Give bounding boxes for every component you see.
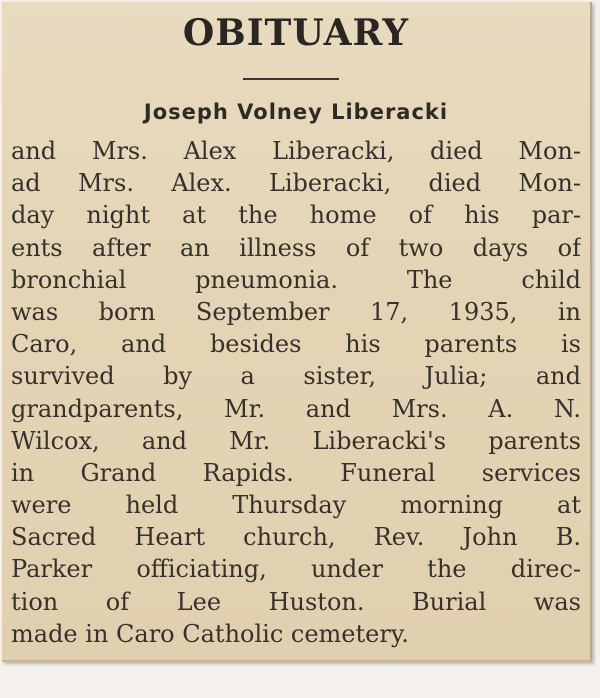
body-line: were held Thursday morning at — [11, 491, 581, 520]
body-line: day night at the home of his par- — [11, 201, 581, 230]
body-line: ad Mrs. Alex. Liberacki, died Mon- — [11, 169, 581, 198]
newspaper-clipping — [2, 2, 592, 662]
obituary-body — [11, 135, 581, 650]
body-line: Caro, and besides his parents is — [11, 330, 581, 359]
obituary-headline: OBITUARY — [182, 12, 410, 54]
body-line: ents after an illness of two days of — [11, 233, 581, 262]
body-line: Parker officiating, under the direc- — [11, 555, 581, 584]
body-line: and Mrs. Alex Liberacki, died Mon- — [11, 137, 581, 165]
body-line: survived by a sister, Julia; and — [11, 362, 581, 391]
body-line: bronchial pneumonia. The child — [11, 265, 581, 294]
body-line: made in Caro Catholic cemetery. — [11, 619, 409, 648]
deceased-name: Joseph Volney Liberacki — [143, 100, 449, 124]
body-line: grandparents, Mr. and Mrs. A. N. — [11, 394, 581, 423]
body-line: Sacred Heart church, Rev. John B. — [11, 523, 581, 552]
body-line: was born September 17, 1935, in — [11, 297, 581, 326]
body-line: Wilcox, and Mr. Liberacki's parents — [11, 426, 581, 455]
body-line: tion of Lee Huston. Burial was — [11, 587, 581, 616]
body-line: in Grand Rapids. Funeral services — [11, 458, 581, 487]
headline-divider — [243, 78, 339, 80]
